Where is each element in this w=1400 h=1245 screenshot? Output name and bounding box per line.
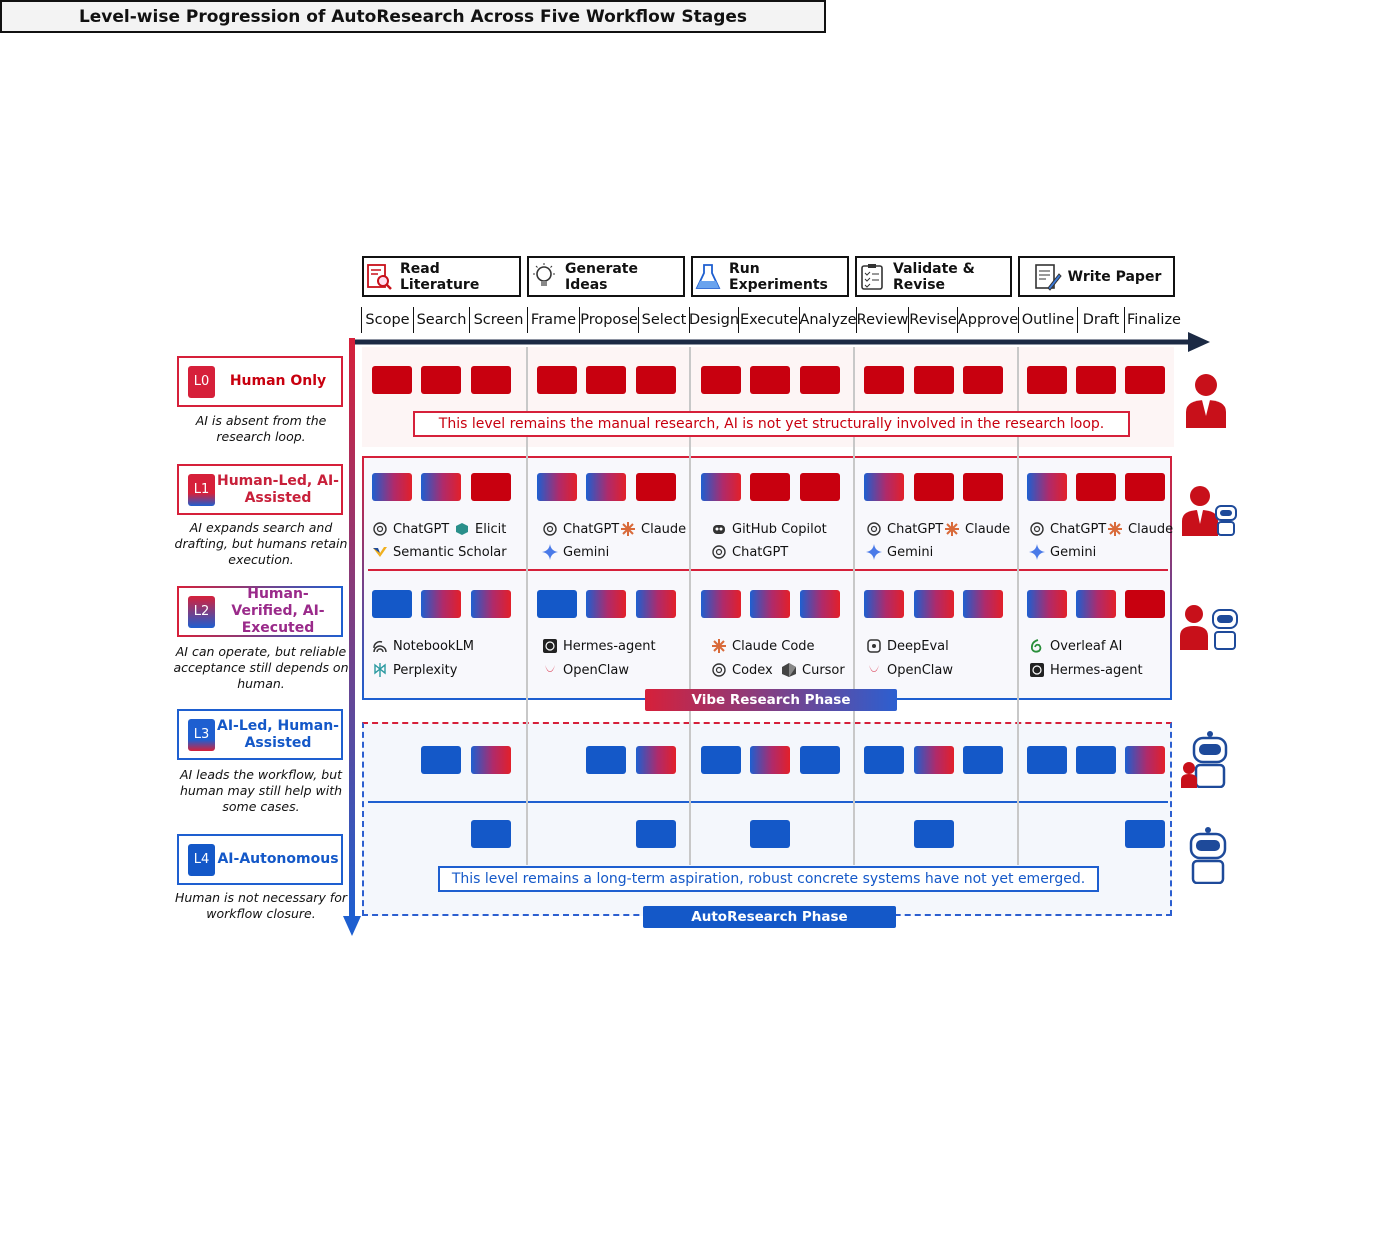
openai-icon [866,521,882,537]
level-description: AI is absent from the research loop. [195,413,327,444]
flask-icon [693,262,723,292]
cell-l1-14-red [1125,473,1165,501]
cell-l3-11-blue [963,746,1003,774]
level-badge: L2 [188,596,215,628]
human-and-robot-icon [1180,604,1242,650]
cell-l2-13-grad [1076,590,1116,618]
tool-chatgpt [1029,521,1106,537]
tool-chatgpt [711,544,788,560]
tool-notebooklm [372,638,474,654]
tool-name: ChatGPT [393,521,450,537]
cell-l1-6-grad [701,473,741,501]
search-document-icon [364,262,394,292]
level-description: Human is not necessary for workflow closure. [174,890,347,921]
substep-draft: Draft [1077,307,1124,333]
cell-l2-8-grad [800,590,840,618]
cell-l4-7-blue [750,820,790,848]
l1-l2-separator [368,569,1168,571]
level-badge: L3 [188,719,215,751]
tool-name: Semantic Scholar [393,544,507,560]
tool-name: ChatGPT [563,521,620,537]
tool-deepeval [866,638,949,654]
tool-name: Hermes-agent [1050,662,1143,678]
level-l1 [177,464,343,515]
level-name: Human Only [229,373,327,389]
tool-name: ChatGPT [887,521,944,537]
gemini-icon [866,544,882,560]
claude-icon [1107,521,1123,537]
cell-l3-6-blue [701,746,741,774]
level-badge: L1 [188,474,215,506]
level-l0 [177,356,343,407]
tool-name: Claude Code [732,638,815,654]
tool-semantic-scholar [372,544,507,560]
openai-icon [711,544,727,560]
perplexity-icon [372,662,388,678]
claude-icon [944,521,960,537]
level-badge: L4 [188,844,215,876]
cell-l1-0-grad [372,473,412,501]
level-name: Human-Verified, AI-Executed [231,586,325,636]
cell-l1-9-grad [864,473,904,501]
tool-openclaw [542,662,629,678]
substep-review: Review [856,307,908,333]
level-badge: L0 [188,366,215,398]
level-name: AI-Led, Human-Assisted [217,717,339,751]
openai-icon [542,521,558,537]
substep-analyze: Analyze [799,307,856,333]
human-with-small-robot-icon [1180,484,1240,536]
cell-l0-5-red [636,366,676,394]
stage-read-literature [362,256,521,297]
cell-l1-8-red [800,473,840,501]
cell-l1-1-grad [421,473,461,501]
cell-l2-7-grad [750,590,790,618]
openai-icon [1029,521,1045,537]
cell-l2-6-grad [701,590,741,618]
tool-gemini [866,544,933,560]
level-name: Human-Led, AI-Assisted [217,472,339,506]
cell-l3-10-grad [914,746,954,774]
cell-l0-6-red [701,366,741,394]
cell-l1-12-grad [1027,473,1067,501]
tool-name: Perplexity [393,662,458,678]
cell-l3-14-grad [1125,746,1165,774]
tool-openclaw [866,662,953,678]
cell-l2-2-grad [471,590,511,618]
tool-name: OpenClaw [887,662,954,678]
tool-gemini [1029,544,1096,560]
claude-icon [620,521,636,537]
tool-chatgpt [866,521,943,537]
cell-l3-5-grad [636,746,676,774]
substep-frame: Frame [527,307,579,333]
level-l4 [177,834,343,885]
cell-l0-7-red [750,366,790,394]
stage-label: Run Experiments [729,260,828,293]
diagram-title: Level-wise Progression of AutoResearch Across Five Workflow Stages [0,0,826,33]
tool-name: Claude [1128,521,1174,537]
tool-name: Cursor [802,662,845,678]
vibe-research-phase-label: Vibe Research Phase [645,689,897,711]
cell-l3-2-grad [471,746,511,774]
cell-l0-0-red [372,366,412,394]
tool-elicit [454,521,506,537]
openclaw-icon [866,662,882,678]
stage-label: Write Paper [1067,268,1162,285]
notebooklm-icon [372,638,388,654]
cursor-icon [781,662,797,678]
level-description: AI expands search and drafting, but humans retain execution. [174,520,348,567]
tool-chatgpt [372,521,449,537]
cell-l2-14-red [1125,590,1165,618]
cell-l2-0-blue [372,590,412,618]
cell-l1-13-red [1076,473,1116,501]
autoresearch-phase-label: AutoResearch Phase [643,906,896,928]
tool-name: Claude [965,521,1011,537]
elicit-icon [454,521,470,537]
cell-l3-4-blue [586,746,626,774]
tool-name: OpenClaw [563,662,630,678]
cell-l1-7-red [750,473,790,501]
substep-approve: Approve [957,307,1018,333]
tool-name: Gemini [887,544,934,560]
tool-name: GitHub Copilot [732,521,827,537]
cell-l0-3-red [537,366,577,394]
stage-validate-revise [855,256,1012,297]
stage-generate-ideas [527,256,685,297]
cell-l3-12-blue [1027,746,1067,774]
nous-icon [542,638,558,654]
level-name: AI-Autonomous [217,851,339,867]
tool-hermes-agent [1029,662,1143,678]
level-l3 [177,709,343,760]
document-pen-icon [1032,262,1062,292]
cell-l2-5-grad [636,590,676,618]
l0-note: This level remains the manual research, AI is not yet structurally involved in the research loop. [413,411,1130,437]
cell-l2-10-grad [914,590,954,618]
tool-claude [620,521,686,537]
tool-claude-code [711,638,815,654]
cell-l3-7-grad [750,746,790,774]
cell-l2-4-grad [586,590,626,618]
substep-finalize: Finalize [1124,307,1183,333]
substep-outline: Outline [1018,307,1077,333]
tool-name: Codex [732,662,773,678]
cell-l2-12-grad [1027,590,1067,618]
deepeval-icon [866,638,882,654]
cell-l2-1-grad [421,590,461,618]
tool-name: Claude [641,521,687,537]
tool-name: NotebookLM [393,638,474,654]
overleaf-icon [1029,638,1045,654]
stage-label: Generate Ideas [565,260,638,293]
tool-gemini [542,544,609,560]
stage-write-paper [1018,256,1175,297]
tool-overleaf-ai [1029,638,1122,654]
level-description: AI leads the workflow, but human may still help with some cases. [179,767,343,814]
tool-name: Hermes-agent [563,638,656,654]
substep-execute: Execute [738,307,799,333]
openai-icon [711,662,727,678]
l4-note: This level remains a long-term aspiration, robust concrete systems have not yet emerged. [438,866,1099,892]
cell-l1-3-grad [537,473,577,501]
tool-github-copilot [711,521,827,537]
tool-name: Overleaf AI [1050,638,1123,654]
cell-l0-1-red [421,366,461,394]
tool-claude [1107,521,1173,537]
cell-l3-8-blue [800,746,840,774]
tool-codex [711,662,773,678]
substep-search: Search [413,307,469,333]
copilot-icon [711,521,727,537]
cell-l1-2-red [471,473,511,501]
cell-l1-4-grad [586,473,626,501]
stage-label: Validate & Revise [893,260,975,293]
tool-name: DeepEval [887,638,949,654]
claude-icon [711,638,727,654]
gemini-icon [542,544,558,560]
cell-l0-13-red [1076,366,1116,394]
human-icon [1183,372,1229,428]
cell-l2-11-grad [963,590,1003,618]
cell-l0-10-red [914,366,954,394]
cell-l0-9-red [864,366,904,394]
openai-icon [372,521,388,537]
cell-l4-2-blue [471,820,511,848]
gemini-icon [1029,544,1045,560]
tool-claude [944,521,1010,537]
substep-design: Design [689,307,738,333]
cell-l0-11-red [963,366,1003,394]
robot-icon [1186,826,1230,884]
level-l2 [177,586,343,637]
tool-name: Gemini [563,544,610,560]
substep-screen: Screen [469,307,527,333]
cell-l3-13-blue [1076,746,1116,774]
cell-l0-8-red [800,366,840,394]
cell-l0-14-red [1125,366,1165,394]
cell-l1-5-red [636,473,676,501]
cell-l0-4-red [586,366,626,394]
tool-name: Gemini [1050,544,1097,560]
tool-name: ChatGPT [732,544,789,560]
tool-name: ChatGPT [1050,521,1107,537]
lightbulb-icon [529,262,559,292]
cell-l4-14-blue [1125,820,1165,848]
substep-revise: Revise [908,307,957,333]
tool-chatgpt [542,521,619,537]
tool-hermes-agent [542,638,656,654]
cell-l3-9-blue [864,746,904,774]
cell-l0-2-red [471,366,511,394]
clipboard-check-icon [857,262,887,292]
semantic-scholar-icon [372,544,388,560]
cell-l4-10-blue [914,820,954,848]
cell-l2-9-grad [864,590,904,618]
openclaw-icon [542,662,558,678]
cell-l1-10-red [914,473,954,501]
tool-cursor [781,662,845,678]
cell-l4-5-blue [636,820,676,848]
cell-l1-11-red [963,473,1003,501]
robot-with-small-human-icon [1181,730,1239,788]
tool-name: Elicit [475,521,507,537]
tool-perplexity [372,662,457,678]
cell-l3-1-blue [421,746,461,774]
substep-scope: Scope [361,307,413,333]
cell-l0-12-red [1027,366,1067,394]
stage-run-experiments [691,256,849,297]
l3-l4-separator [368,801,1168,803]
nous-icon [1029,662,1045,678]
cell-l2-3-blue [537,590,577,618]
substep-propose: Propose [579,307,638,333]
substep-select: Select [638,307,689,333]
level-description: AI can operate, but reliable acceptance still depends on human. [173,644,349,691]
stage-label: Read Literature [400,260,480,293]
